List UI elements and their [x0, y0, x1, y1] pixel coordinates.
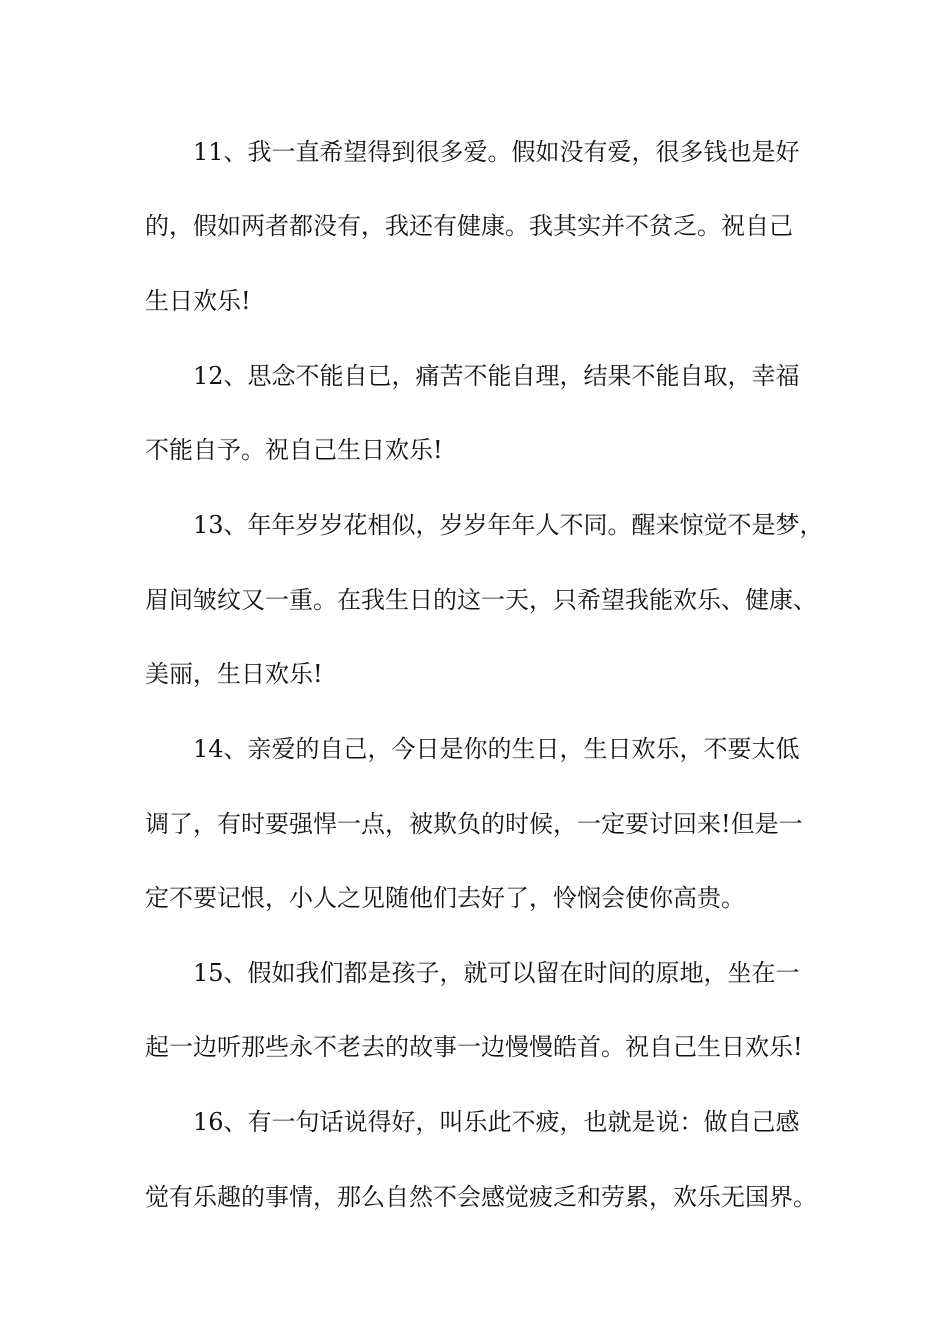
paragraph-14-line-1: 14、亲爱的自己，今日是你的生日，生日欢乐，不要太低 — [193, 735, 800, 763]
paragraph-16-line-2: 觉有乐趣的事情，那么自然不会感觉疲乏和劳累，欢乐无国界。 — [145, 1183, 817, 1211]
paragraph-13-line-1: 13、年年岁岁花相似，岁岁年年人不同。醒来惊觉不是梦， — [193, 511, 824, 539]
paragraph-13-line-3: 美丽，生日欢乐! — [145, 660, 323, 688]
paragraph-13-line-2: 眉间皱纹又一重。在我生日的这一天，只希望我能欢乐、健康、 — [145, 586, 817, 614]
paragraph-15-line-1: 15、假如我们都是孩子，就可以留在时间的原地，坐在一 — [193, 959, 800, 987]
paragraph-12-line-2: 不能自予。祝自己生日欢乐! — [145, 436, 443, 464]
paragraph-11-line-2: 的，假如两者都没有，我还有健康。我其实并不贫乏。祝自己 — [145, 212, 793, 240]
paragraph-15-line-2: 起一边听那些永不老去的故事一边慢慢皓首。祝自己生日欢乐! — [145, 1033, 803, 1061]
paragraph-14-line-2: 调了，有时要强悍一点，被欺负的时候，一定要讨回来!但是一 — [145, 810, 803, 838]
paragraph-11-line-3: 生日欢乐! — [145, 287, 251, 315]
paragraph-12-line-1: 12、思念不能自已，痛苦不能自理，结果不能自取，幸福 — [193, 362, 800, 390]
paragraph-16-line-1: 16、有一句话说得好，叫乐此不疲，也就是说：做自己感 — [193, 1108, 800, 1136]
paragraph-14-line-3: 定不要记恨，小人之见随他们去好了，怜悯会使你高贵。 — [145, 884, 745, 912]
paragraph-11-line-1: 11、我一直希望得到很多爱。假如没有爱，很多钱也是好 — [193, 138, 800, 166]
